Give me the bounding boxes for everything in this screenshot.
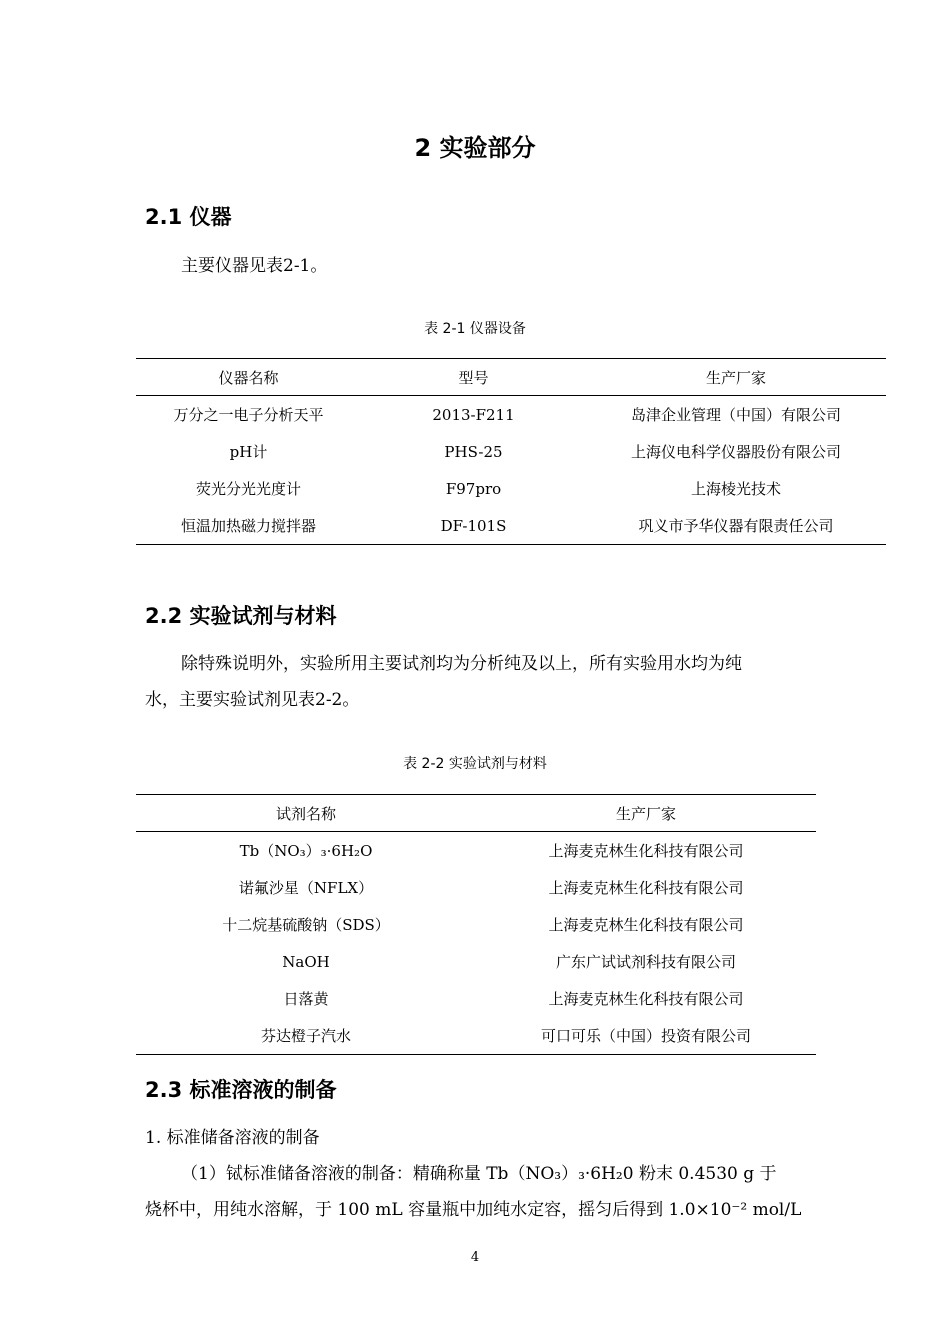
table-cell: 日落黄 [283,990,329,1008]
table-cell: 上海麦克林生化科技有限公司 [548,842,744,860]
table-cell: 荧光分光光度计 [195,480,301,498]
table-caption-2-2: 表 2-2 实验试剂与材料 [403,756,547,772]
paragraph-line: 除特殊说明外，实验所用主要试剂均为分析纯及以上，所有实验用水均为纯 [181,654,742,674]
table-cell: 十二烷基硫酸钠（SDS） [222,916,390,934]
paragraph-text: 主要仪器见表2-1。 [181,256,328,276]
section-heading-standard-solutions: 2.3 标准溶液的制备 [145,1078,337,1102]
paragraph-line: 烧杯中，用纯水溶解，于 100 mL 容量瓶中加纯水定容，摇匀后得到 1.0×10⁻² mol/L [145,1200,802,1220]
chapter-title: 2 实验部分 [414,134,536,162]
table-cell: PHS-25 [444,442,503,461]
section-heading-reagents: 2.2 实验试剂与材料 [145,604,337,628]
table-cell: 可口可乐（中国）投资有限公司 [476,1017,816,1055]
subheading: 1. 标准储备溶液的制备 [145,1128,320,1148]
table-cell: Tb（NO₃）₃·6H₂O [239,842,373,860]
table-cell: NaOH [282,952,330,971]
paragraph-reagents [145,646,815,718]
header-cell: 仪器名称 [136,359,361,396]
paragraph-line: （1）铽标准储备溶液的制备：精确称量 Tb（NO₃）₃·6H₂0 粉末 0.4530 g 于 [181,1164,777,1184]
instruments-table [136,358,886,545]
header-cell: 型号 [361,359,586,396]
table-cell: 上海麦克林生化科技有限公司 [548,990,744,1008]
table-row [136,832,816,870]
header-cell: 生产厂家 [476,795,816,832]
table-caption-2-1: 表 2-1 仪器设备 [424,321,526,337]
table-cell: DF-101S [361,507,586,545]
table-cell: 2013-F211 [432,405,515,424]
page-number: 4 [470,1250,480,1265]
table-cell: 上海仪电科学仪器股份有限公司 [630,443,841,461]
table-cell: F97pro [445,479,502,498]
table-cell: 上海麦克林生化科技有限公司 [548,879,744,897]
table-cell: 岛津企业管理（中国）有限公司 [630,406,841,424]
table-row [136,470,886,507]
table-cell: 万分之一电子分析天平 [173,406,324,424]
table-row [136,943,816,980]
paragraph-standard-solutions [145,1120,815,1228]
header-cell: 试剂名称 [136,795,476,832]
table-cell: 巩义市予华仪器有限责任公司 [586,507,886,545]
paragraph-instruments [145,248,815,284]
table-cell: 诺氟沙星（NFLX） [238,879,374,897]
table-cell: pH计 [229,443,268,461]
section-heading-instruments: 2.1 仪器 [145,205,232,229]
table-row [136,507,886,545]
table-cell: 恒温加热磁力搅拌器 [136,507,361,545]
reagents-table [136,794,816,1055]
paragraph-line: 水，主要实验试剂见表2-2。 [145,690,360,710]
table-cell: 上海麦克林生化科技有限公司 [548,916,744,934]
table-cell: 广东广试试剂科技有限公司 [555,953,736,971]
table-row [136,396,886,434]
table-row [136,906,816,943]
table-row [136,1017,816,1055]
table-cell: 芬达橙子汽水 [136,1017,476,1055]
table-row [136,980,816,1017]
table-cell: 上海棱光技术 [690,480,781,498]
table-row [136,869,816,906]
header-cell: 生产厂家 [586,359,886,396]
table-header-row [136,359,886,396]
table-row [136,433,886,470]
table-header-row [136,795,816,832]
